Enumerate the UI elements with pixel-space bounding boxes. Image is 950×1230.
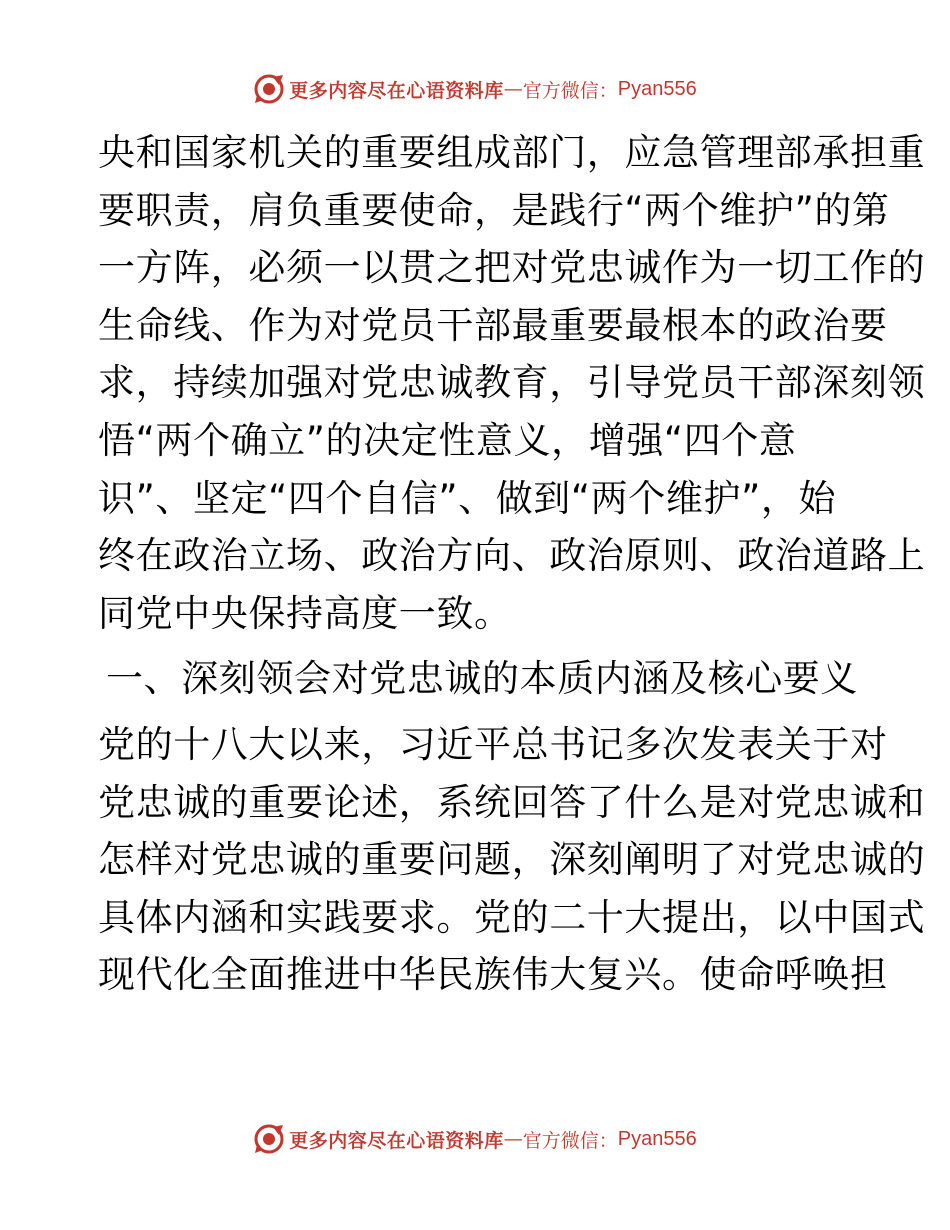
banner-wechat-id: Pyan556 [617, 1127, 697, 1150]
text-line: 党忠诚的重要论述，系统回答了什么是对党忠诚和 [98, 780, 926, 824]
banner-wechat-id: Pyan556 [617, 77, 697, 100]
document-body [98, 124, 926, 1004]
text-line: 党的十八大以来，习近平总书记多次发表关于对 [98, 722, 888, 766]
header-banner [0, 71, 950, 107]
banner-wechat-label: 官方微信： [522, 1129, 618, 1152]
banner-text: 更多内容尽在心语资料库 [289, 79, 504, 102]
paragraph-1 [98, 124, 926, 642]
section-heading: 一、深刻领会对党忠诚的本质内涵及核心要义 [106, 657, 858, 701]
text-line: 现代化全面推进中华民族伟大复兴。使命呼唤担 [98, 953, 888, 997]
text-line: 识”、坚定“四个自信”、做到“两个维护”，始 [98, 476, 837, 520]
text-line: 生命线、作为对党员干部最重要最根本的政治要 [98, 303, 888, 347]
text-line: 具体内涵和实践要求。党的二十大提出，以中国式 [98, 895, 926, 939]
banner-separator: — [503, 78, 523, 100]
text-line: 怎样对党忠诚的重要问题，深刻阐明了对党忠诚的 [98, 838, 926, 882]
banner-separator: — [503, 1128, 523, 1150]
footer-banner [0, 1121, 950, 1157]
logo-icon [253, 73, 285, 105]
text-line: 一方阵，必须一以贯之把对党忠诚作为一切工作的 [98, 246, 926, 290]
text-line: 要职责，肩负重要使命，是践行“两个维护”的第 [98, 188, 890, 232]
text-line: 求，持续加强对党忠诚教育，引导党员干部深刻领 [98, 361, 926, 405]
logo-icon [253, 1123, 285, 1155]
text-line: 央和国家机关的重要组成部门，应急管理部承担重 [98, 131, 926, 174]
paragraph-2 [98, 716, 926, 1004]
text-line: 悟“两个确立”的决定性意义，增强“四个意 [98, 418, 797, 462]
text-line: 同党中央保持高度一致。 [98, 591, 512, 635]
banner-wechat-label: 官方微信： [522, 79, 618, 102]
text-line: 终在政治立场、政治方向、政治原则、政治道路上 [98, 534, 926, 578]
banner-text: 更多内容尽在心语资料库 [289, 1129, 504, 1152]
